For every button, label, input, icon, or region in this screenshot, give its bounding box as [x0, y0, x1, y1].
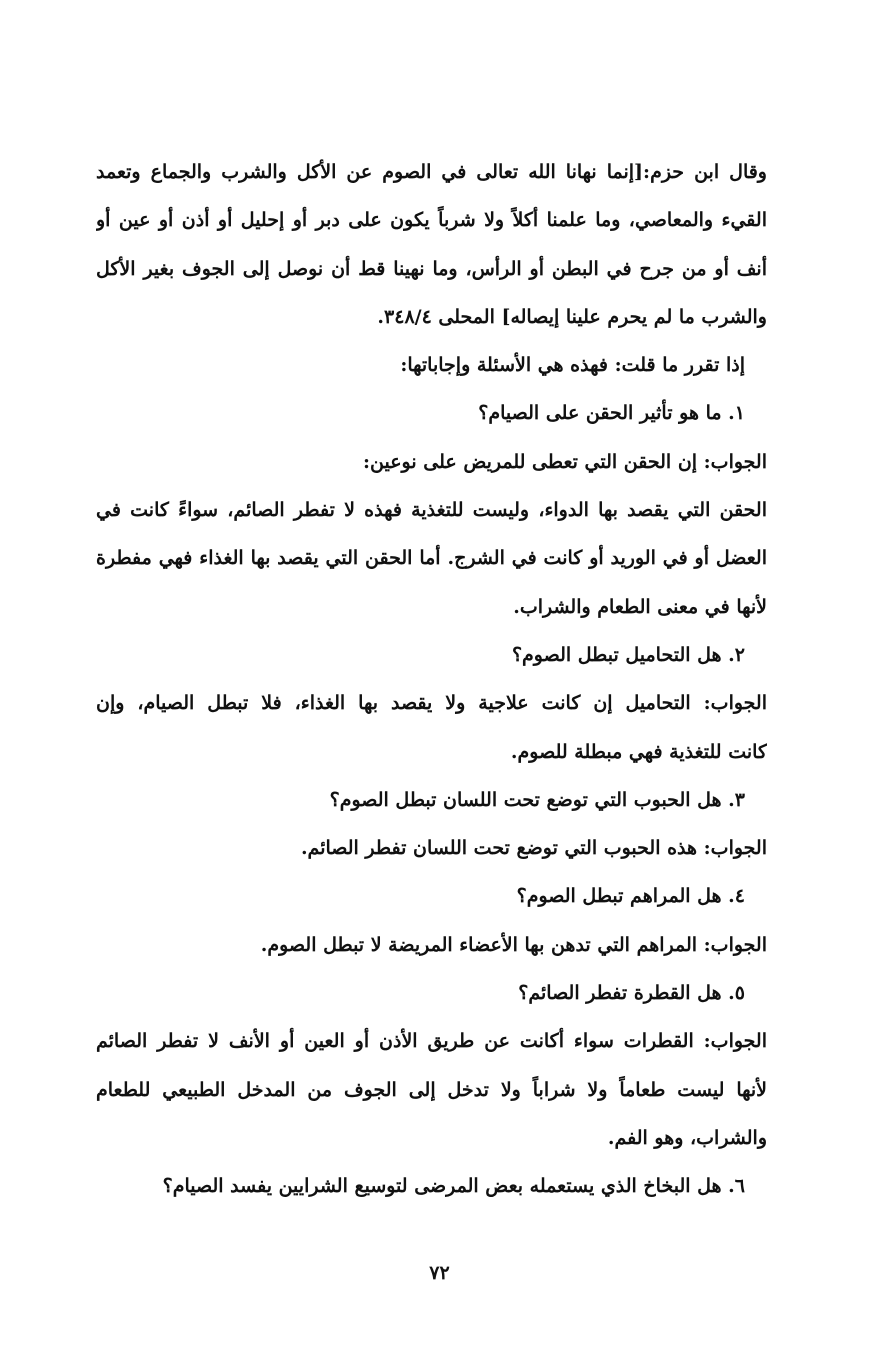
answer-1-intro: الجواب: إن الحقن التي تعطى للمريض على نوعين: [362, 450, 767, 473]
text-line: العضل أو في الوريد أو كانت في الشرج. أما الحقن التي يقصد بها الغذاء فهي مفطرة [96, 547, 767, 570]
answer-2: الجواب: التحاميل إن كانت علاجية ولا يقصد بها الغذاء، فلا تبطل الصيام، وإن [96, 692, 767, 715]
question-1: ١. ما هو تأثير الحقن على الصيام؟ [478, 402, 745, 425]
text-line: إذا تقرر ما قلت: فهذه هي الأسئلة وإجاباتها: [400, 354, 745, 377]
answer-5: الجواب: القطرات سواء أكانت عن طريق الأذن أو العين أو الأنف لا تفطر الصائم [96, 1030, 767, 1053]
answer-4: الجواب: المراهم التي تدهن بها الأعضاء المريضة لا تبطل الصوم. [260, 933, 767, 956]
text-line: القيء والمعاصي، وما علمنا أكلاً ولا شرباً يكون على دبر أو إحليل أو أذن أو عين أو [96, 209, 767, 232]
text-line: أنف أو من جرح في البطن أو الرأس، وما نهينا قط أن نوصل إلى الجوف بغير الأكل [96, 257, 767, 280]
text-line: والشرب ما لم يحرم علينا إيصاله] المحلى ٣٤٨/٤. [377, 305, 767, 328]
text-line: لأنها في معنى الطعام والشراب. [513, 595, 767, 618]
page-number: ٧٢ [429, 1262, 450, 1284]
page-body [96, 148, 767, 1211]
text-line: الحقن التي يقصد بها الدواء، وليست للتغذية فهذه لا تفطر الصائم، سواءً كانت في [96, 499, 767, 522]
text-line: والشراب، وهو الفم. [607, 1126, 767, 1149]
question-6: ٦. هل البخاخ الذي يستعمله بعض المرضى لتوسيع الشرايين يفسد الصيام؟ [162, 1175, 745, 1198]
question-4: ٤. هل المراهم تبطل الصوم؟ [516, 885, 745, 908]
answer-3: الجواب: هذه الحبوب التي توضع تحت اللسان تفطر الصائم. [300, 837, 767, 860]
text-line: لأنها ليست طعاماً ولا شراباً ولا تدخل إلى الجوف من المدخل الطبيعي للطعام [96, 1078, 767, 1101]
question-3: ٣. هل الحبوب التي توضع تحت اللسان تبطل الصوم؟ [329, 788, 745, 811]
text-line: وقال ابن حزم:[إنما نهانا الله تعالى في الصوم عن الأكل والشرب والجماع وتعمد [96, 161, 767, 183]
text-line: كانت للتغذية فهي مبطلة للصوم. [510, 740, 767, 763]
question-2: ٢. هل التحاميل تبطل الصوم؟ [511, 643, 745, 666]
question-5: ٥. هل القطرة تفطر الصائم؟ [518, 982, 745, 1005]
